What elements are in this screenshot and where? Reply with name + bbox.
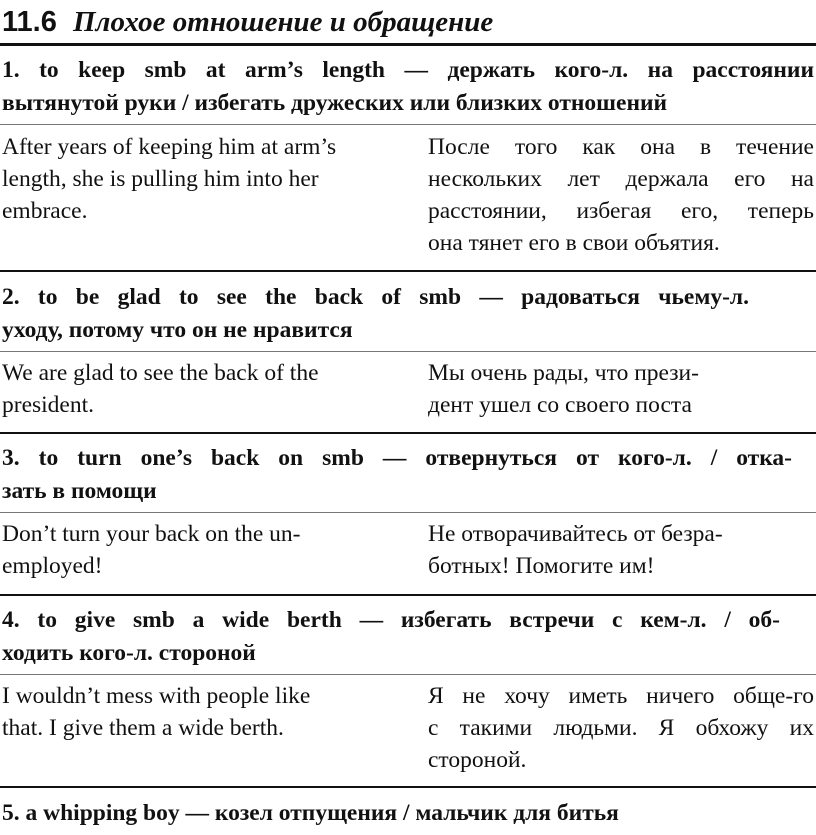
entry-4-heading-line: ходить кого-л. стороной: [2, 640, 256, 666]
entry-3-english-example: [2, 518, 394, 582]
entry-1-heading-line: вытянутой руки / избегать дружеских или близких отношений: [2, 90, 668, 116]
translation-line: стороной.: [428, 747, 527, 773]
example-line: I wouldn’t mess with people like: [2, 683, 311, 709]
entry-4-english-example: [2, 680, 394, 744]
entry-2-heading: [2, 281, 814, 347]
entry-5-heading: [2, 797, 814, 830]
translation-line: ботных! Помогите им!: [428, 553, 655, 579]
entry-4-russian-translation: [428, 680, 814, 776]
translation-line: Не отворачивайтесь от безра-: [428, 521, 723, 547]
entry-4-heading-line: 4. to give smb a wide berth — избегать встречи с кем-л. / об-: [2, 607, 780, 633]
entry-2-russian-translation: [428, 357, 814, 421]
translation-line: Я не хочу иметь ничего обще-го: [428, 683, 814, 709]
entry-separator: [0, 270, 816, 272]
translation-line: нескольких лет держала его на: [428, 166, 814, 192]
entry-3-russian-translation: [428, 518, 814, 582]
entry-2-divider: [0, 351, 816, 352]
translation-line: расстоянии, избегая его, теперь: [428, 198, 814, 224]
entry-separator: [0, 786, 816, 788]
entry-separator: [0, 594, 816, 596]
section-header: [0, 0, 816, 46]
translation-line: После того как она в течение: [428, 134, 814, 160]
entry-4-divider: [0, 674, 816, 675]
example-line: After years of keeping him at arm’s: [2, 134, 337, 160]
entry-separator: [0, 432, 816, 434]
section-number: 11.6: [2, 6, 57, 38]
entry-2-heading-line: 2. to be glad to see the back of smb — радоваться чьему-л.: [2, 284, 749, 310]
example-line: employed!: [2, 553, 103, 579]
example-line: length, she is pulling him into her: [2, 166, 319, 192]
entry-1-english-example: [2, 131, 394, 227]
entry-1-russian-translation: [428, 131, 814, 259]
translation-line: она тянет его в свои объятия.: [428, 230, 720, 256]
example-line: We are glad to see the back of the: [2, 360, 319, 386]
translation-line: дент ушел со своего поста: [428, 392, 692, 418]
entry-4-heading: [2, 604, 814, 670]
entry-3-heading-line: зать в помощи: [2, 478, 157, 504]
example-line: embrace.: [2, 198, 88, 224]
entry-5-heading-line: 5. a whipping boy — козел отпущения / мальчик для битья: [2, 800, 619, 826]
section-title: Плохое отношение и обращение: [73, 6, 494, 38]
entry-1-heading-line: 1. to keep smb at arm’s length — держать кого-л. на расстоянии: [2, 57, 814, 83]
translation-line: с такими людьми. Я обхожу их: [428, 715, 814, 741]
entry-1-heading: [2, 54, 814, 120]
example-line: president.: [2, 392, 95, 418]
translation-line: Мы очень рады, что прези-: [428, 360, 699, 386]
example-line: Don’t turn your back on the un-: [2, 521, 301, 547]
entry-2-heading-line: уходу, потому что он не нравится: [2, 317, 353, 343]
example-line: that. I give them a wide berth.: [2, 715, 284, 741]
entry-3-heading: [2, 442, 814, 508]
entry-1-divider: [0, 124, 816, 125]
entry-2-english-example: [2, 357, 394, 421]
entry-3-heading-line: 3. to turn one’s back on smb — отвернуться от кого-л. / отка-: [2, 445, 792, 471]
entry-3-divider: [0, 512, 816, 513]
